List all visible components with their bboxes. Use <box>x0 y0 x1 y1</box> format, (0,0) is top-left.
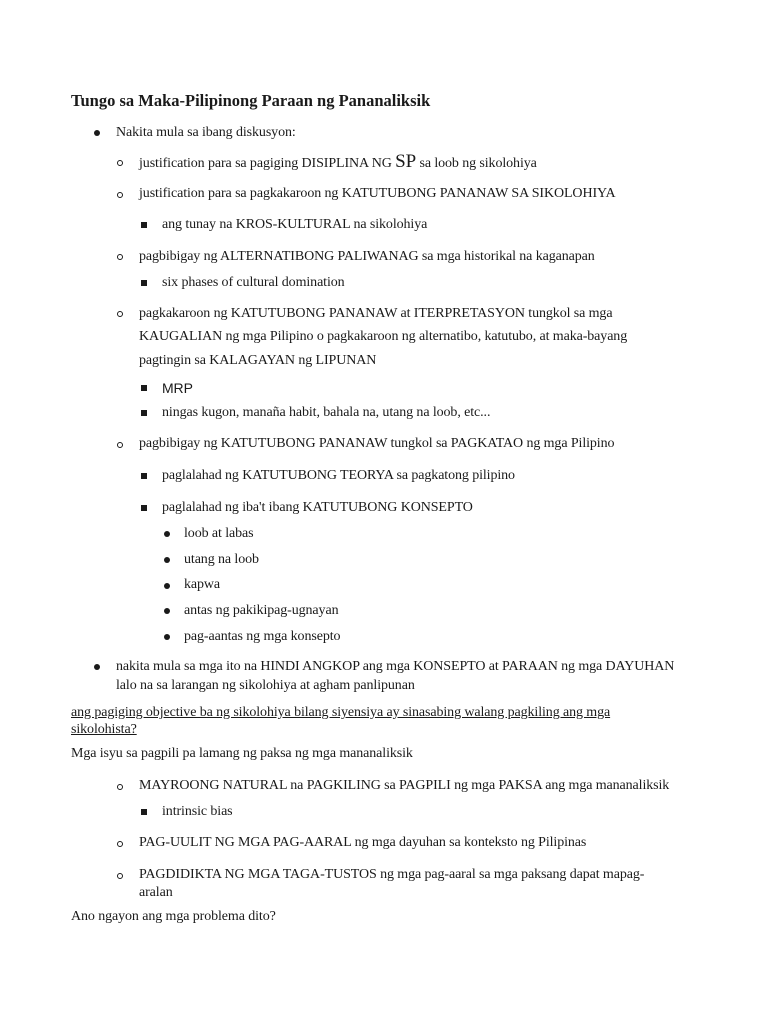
text-segment: justification para sa pagiging DISIPLINA NG <box>139 156 392 171</box>
bullet-dot <box>164 531 170 537</box>
bullet-square <box>141 809 147 815</box>
paragraph-text: Ano ngayon ang mga problema dito? <box>71 909 276 924</box>
question-text: sikolohista? <box>71 722 137 737</box>
list-item-text: ang tunay na KROS-KULTURAL na sikolohiya <box>162 217 428 232</box>
bullet-circle <box>117 192 123 198</box>
list-item-text: justification para sa pagkakaroon ng KATUTUBONG PANANAW SA SIKOLOHIYA <box>139 186 616 201</box>
list-item-text: ningas kugon, manaña habit, bahala na, utang na loob, etc... <box>162 405 491 420</box>
list-item-text <box>139 151 537 175</box>
list-item-text: MAYROONG NATURAL na PAGKILING sa PAGPILI ng mga PAKSA ang mga mananaliksik <box>139 778 670 793</box>
list-item-text: pagtingin sa KALAGAYAN ng LIPUNAN <box>139 353 377 368</box>
list-item-text: kapwa <box>184 577 221 592</box>
list-item-text: Nakita mula sa ibang diskusyon: <box>116 125 296 140</box>
list-item-text: aralan <box>139 885 173 900</box>
bullet-square <box>141 222 147 228</box>
page-title: Tungo sa Maka-Pilipinong Paraan ng Pananaliksik <box>71 91 431 110</box>
list-item-text: six phases of cultural domination <box>162 275 345 290</box>
bullet-square <box>141 473 147 479</box>
bullet-circle <box>117 873 123 879</box>
text-segment: sa loob ng sikolohiya <box>419 156 537 171</box>
list-item-text: pagbibigay ng ALTERNATIBONG PALIWANAG sa mga historikal na kaganapan <box>139 249 595 264</box>
list-item-text: lalo na sa larangan ng sikolohiya at agham panlipunan <box>116 678 415 693</box>
bullet-circle <box>117 442 123 448</box>
bullet-circle <box>117 841 123 847</box>
list-item-text: PAGDIDIKTA NG MGA TAGA-TUSTOS ng mga pag-aaral sa mga paksang dapat mapag- <box>139 867 645 882</box>
list-item-text: pag-aantas ng mga konsepto <box>184 629 341 644</box>
list-item-text: utang na loob <box>184 552 259 567</box>
list-item-text: paglalahad ng KATUTUBONG TEORYA sa pagkatong pilipino <box>162 468 515 483</box>
bullet-square <box>141 410 147 416</box>
list-item-text: KAUGALIAN ng mga Pilipino o pagkakaroon ng alternatibo, katutubo, at maka-bayang <box>139 329 628 344</box>
bullet-circle <box>117 784 123 790</box>
bullet-circle <box>117 160 123 166</box>
list-item-text: MRP <box>162 380 193 396</box>
paragraph-text: Mga isyu sa pagpili pa lamang ng paksa ng mga mananaliksik <box>71 746 413 761</box>
list-item-text: antas ng pakikipag-ugnayan <box>184 603 339 618</box>
bullet-dot <box>94 664 100 670</box>
bullet-square <box>141 505 147 511</box>
question-text: ang pagiging objective ba ng sikolohiya bilang siyensiya ay sinasabing walang pagkiling ang mga <box>71 705 611 720</box>
bullet-dot <box>164 583 170 589</box>
list-item-text: intrinsic bias <box>162 804 233 819</box>
bullet-dot <box>164 634 170 640</box>
list-item-text: nakita mula sa mga ito na HINDI ANGKOP ang mga KONSEPTO at PARAAN ng mga DAYUHAN <box>116 659 675 674</box>
list-item-text: loob at labas <box>184 526 254 541</box>
list-item-text: pagbibigay ng KATUTUBONG PANANAW tungkol sa PAGKATAO ng mga Pilipino <box>139 436 615 451</box>
bullet-circle <box>117 311 123 317</box>
list-item-text: pagkakaroon ng KATUTUBONG PANANAW at ITERPRETASYON tungkol sa mga <box>139 306 613 321</box>
bullet-square <box>141 385 147 391</box>
bullet-dot <box>94 130 100 136</box>
text-segment-emphasis: SP <box>395 151 417 172</box>
bullet-square <box>141 280 147 286</box>
list-item-text: paglalahad ng iba't ibang KATUTUBONG KONSEPTO <box>162 500 473 515</box>
bullet-dot <box>164 557 170 563</box>
bullet-circle <box>117 254 123 260</box>
bullet-dot <box>164 608 170 614</box>
list-item-text: PAG-UULIT NG MGA PAG-AARAL ng mga dayuhan sa konteksto ng Pilipinas <box>139 835 587 850</box>
